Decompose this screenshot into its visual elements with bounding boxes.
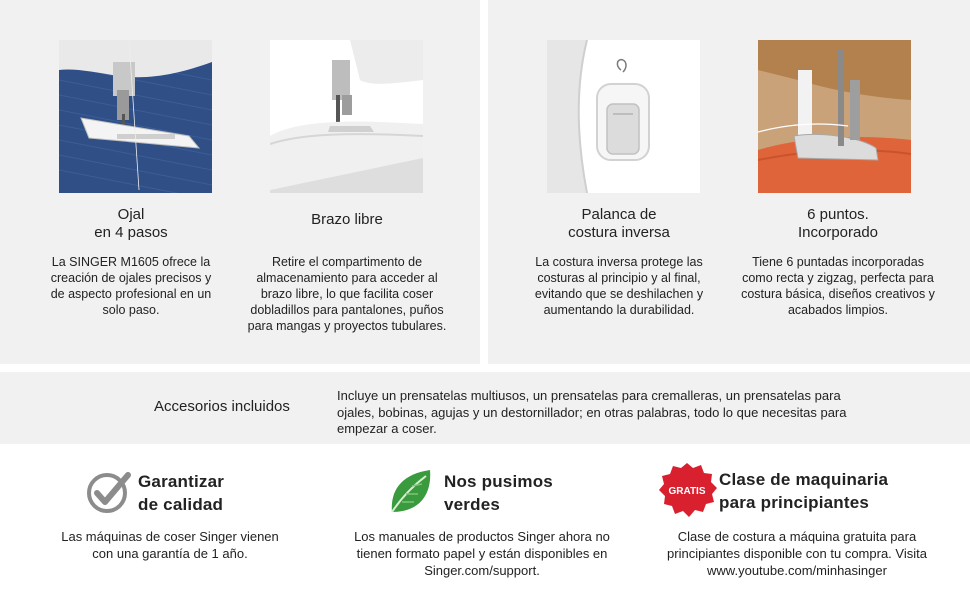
benefit-description: Las máquinas de coser Singer vienen con una garantía de 1 año. — [61, 529, 279, 561]
gratis-badge-icon — [656, 462, 718, 518]
benefit-beginner-class — [652, 462, 952, 592]
feature-reverse-lever — [524, 40, 714, 340]
feature-description: Tiene 6 puntadas incorporadas como recta y zigzag, perfecta para costura básica, diseños creativos y acabados limpios. — [741, 255, 935, 317]
feature-six-stitches — [738, 40, 938, 340]
badge-text: GRATIS — [668, 486, 706, 497]
benefit-title: Nos pusimos verdes — [444, 472, 553, 514]
benefit-description: Los manuales de productos Singer ahora no tienen formato papel y están disponibles en Singer.com/support. — [354, 529, 610, 578]
accessories-text: Incluye un prensatelas multiusos, un prensatelas para cremalleras, un prensatelas para ojales, bobinas, agujas y un destornillador; en otras palabras, todo lo que necesitas para empezar a coser. — [337, 388, 847, 436]
free-arm-photo — [270, 40, 423, 193]
green-leaf-icon — [388, 468, 434, 516]
feature-title: Brazo libre — [311, 211, 383, 228]
feature-free-arm — [240, 40, 454, 360]
benefit-quality — [40, 462, 300, 592]
benefit-description: Clase de costura a máquina gratuita para principiantes disponible con tu compra. Visita www.youtube.com/minhasinger — [667, 529, 927, 578]
buttonhole-foot-photo — [59, 40, 212, 193]
reverse-lever-photo — [547, 40, 700, 193]
benefit-green — [336, 462, 636, 592]
checkmark-circle-icon — [86, 469, 132, 515]
feature-description: La SINGER M1605 ofrece la creación de ojales precisos y de aspecto profesional en un solo paso. — [50, 255, 212, 317]
feature-title: Palanca de costura inversa — [568, 206, 670, 241]
benefit-title: Garantizar de calidad — [138, 472, 225, 514]
feature-description: La costura inversa protege las costuras al principio y al final, evitando que se deshilachen y aumentando la durabilidad. — [534, 255, 704, 317]
feature-buttonhole — [40, 40, 222, 340]
feature-title: Ojal en 4 pasos — [94, 206, 168, 241]
feature-description: Retire el compartimento de almacenamiento para acceder al brazo libre, lo que facilita coser dobladillos para pantalones, puños para mangas y proyectos tubulares. — [247, 255, 447, 333]
benefit-title: Clase de maquinaria para principiantes — [719, 470, 889, 512]
feature-title: 6 puntos. Incorporado — [797, 206, 879, 241]
presser-foot-fabric-photo — [758, 40, 911, 193]
accessories-label: Accesorios incluidos — [154, 398, 290, 415]
